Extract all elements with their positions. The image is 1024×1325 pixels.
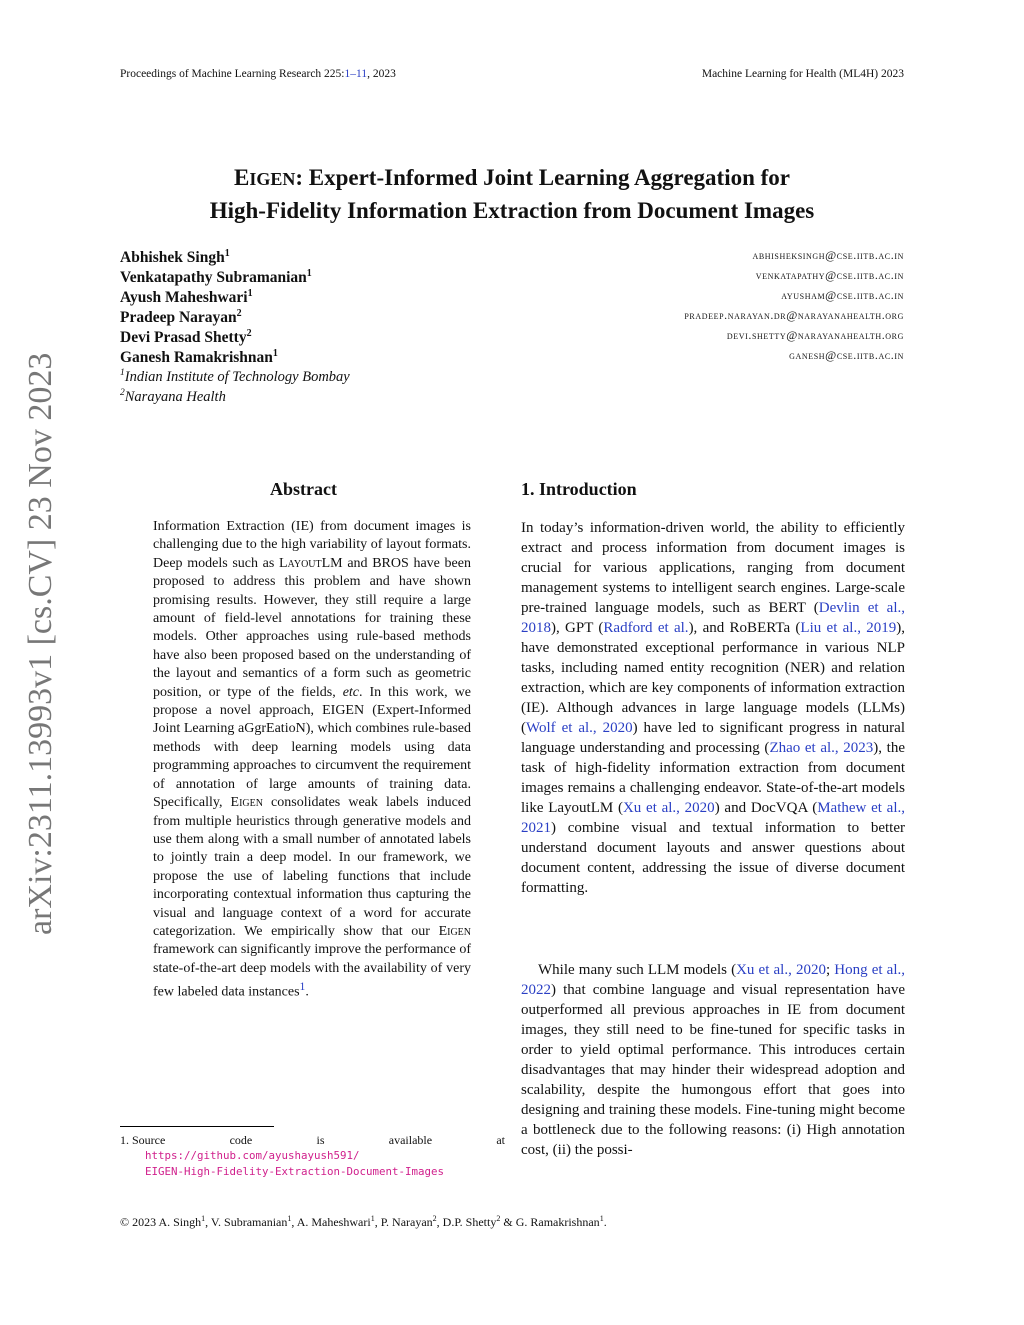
paragraph-text: ), GPT ( — [551, 620, 604, 636]
proceedings-year: , 2023 — [367, 68, 396, 80]
author-row — [120, 268, 904, 288]
title-line-1-rest: : Expert-Informed Joint Learning Aggregation for — [295, 165, 791, 190]
citation-link[interactable]: Wolf et al., 2020 — [526, 720, 633, 736]
footnote-number: 1. — [120, 1133, 129, 1147]
paragraph-text: In today’s information-driven world, the ability to efficiently extract and process information from document images is crucial for various applications, ranging from document management systems to intelligent search engines. Large-scale pre-trained language models, such as BERT ( — [521, 520, 905, 616]
author-affil-mark: 1 — [247, 288, 253, 299]
etc-term: etc — [342, 684, 360, 700]
running-header-right: Machine Learning for Health (ML4H) 2023 — [701, 68, 904, 80]
title-line-1 — [120, 162, 904, 195]
layoutlm-term: LayoutLM — [279, 555, 343, 571]
affiliation-mark: 2 — [120, 388, 125, 398]
author-name: Venkatapathy Subramanian$^1$ — [120, 268, 312, 287]
author-name: Devi Prasad Shetty$^2$ — [120, 328, 252, 347]
citation-link[interactable]: Hong et al., 2022 — [521, 962, 906, 998]
footnote-ref-link[interactable]: 1 — [299, 980, 306, 994]
paragraph-text: ) that combine language and visual representation have outperformed all previous approaches in IE from document images, they still need to be fine-tuned for specific tasks in order to yield optimal performance. This introduces certain disadvantages that may hinder their widespread adoption and scalability, despite the humongous effort that goes into designing and training these models. Fine-tuning might become a bottleneck due to the following reasons: (i) High annotation cost, (ii) the possi- — [521, 982, 905, 1158]
citation-link[interactable]: Radford et al. — [603, 620, 689, 636]
paragraph-text: ; — [825, 962, 835, 978]
arxiv-stamp: arXiv:2311.13993v1 [cs.CV] 23 Nov 2023 — [22, 352, 59, 935]
author-email[interactable]: venkatapathy@cse.iitb.ac.in — [755, 268, 904, 282]
title-eigen-rest: IGEN — [249, 169, 296, 189]
author-affil-mark: 1 — [306, 268, 312, 279]
footnote — [120, 1132, 505, 1180]
eigen-term: Eigen — [438, 923, 471, 939]
proceedings-text: Proceedings of Machine Learning Research 225: — [120, 68, 345, 80]
affiliation-name: Narayana Health — [124, 388, 226, 405]
author-row — [120, 308, 904, 328]
affiliation — [120, 368, 904, 388]
author-affil-mark: 1 — [272, 348, 278, 359]
author-email[interactable]: devi.shetty@narayanahealth.org — [726, 328, 904, 342]
author-email[interactable]: pradeep.narayan.dr@narayanahealth.org — [684, 308, 904, 322]
title-line-2: High-Fidelity Information Extraction from Document Images — [209, 198, 815, 223]
footnote-url-line-1[interactable]: https://github.com/ayushayush591/ — [145, 1149, 360, 1162]
footnote-url-line-2[interactable]: EIGEN-High-Fidelity-Extraction-Document-Images — [145, 1165, 445, 1178]
paragraph-text: ), have demonstrated exceptional performance in various NLP tasks, including named entity recognition (NER) and relation extraction, which are key components of information extraction (IE). Although advances in large language models (LLMs) ( — [521, 620, 906, 736]
author-affil-mark: 2 — [246, 328, 252, 339]
affiliation — [120, 388, 904, 408]
author-row — [120, 348, 904, 368]
author-affil-mark: 1 — [224, 248, 230, 259]
author-row — [120, 288, 904, 308]
author-row — [120, 248, 904, 268]
author-name: Ganesh Ramakrishnan$^1$ — [120, 348, 278, 367]
citation-link[interactable]: Devlin et al., 2018 — [521, 600, 905, 636]
title-eigen-initial: E — [233, 165, 250, 190]
running-header-left — [120, 68, 396, 80]
footnote-rule — [120, 1126, 274, 1127]
copyright-icon: © — [120, 1215, 130, 1229]
affiliation-mark: 1 — [120, 368, 125, 378]
paragraph-text: ), and RoBERTa ( — [688, 620, 801, 636]
paragraph-text: ) and DocVQA ( — [714, 800, 818, 816]
author-email[interactable]: ayusham@cse.iitb.ac.in — [781, 288, 904, 302]
author-name: Pradeep Narayan$^2$ — [120, 308, 242, 327]
paragraph-text: ), the task of high-fidelity information extraction from document images remains a challenging endeavor. State-of-the-art models like LayoutLM ( — [521, 740, 905, 816]
paragraph-text: While many such LLM models ( — [538, 962, 737, 978]
affiliation-name: Indian Institute of Technology Bombay — [124, 368, 350, 385]
eigen-term: Eigen — [230, 795, 263, 811]
paragraph-text: ) have led to significant progress in natural language understanding and processing ( — [521, 720, 905, 756]
citation-link[interactable]: Zhao et al., 2023 — [769, 740, 874, 756]
citation-link[interactable]: Xu et al., 2020 — [736, 962, 826, 978]
author-list — [120, 248, 904, 408]
paper-title — [120, 162, 904, 226]
abstract-heading: Abstract — [270, 479, 337, 499]
citation-link[interactable]: Xu et al., 2020 — [622, 800, 715, 816]
citation-link[interactable]: Mathew et al., 2021 — [521, 800, 906, 836]
paragraph-text: ) combine visual and textual information to better understand document layouts and answer questions about document content, addressing the issue of diverse document formatting. — [521, 820, 905, 896]
section-heading-introduction: 1. Introduction — [521, 479, 637, 499]
abstract-body: Information Extraction (IE) from document images is challenging due to the high variability of layout formats. Deep models such as LayoutLM and BROS have been proposed to address this problem and have shown promising results. However, they still require a large amount of field-level annotations for training these models. Other approaches using rule-based methods have also been proposed based on the understanding of the layout and semantics of a form such as geometric position, or type of the fields, etc. In this work, we propose a novel approach, EIGEN (Expert-Informed Joint Learning aGgrEatioN), which combines rule-based methods with deep learning models using data programming approaches to circumvent the requirement of annotation of large amounts of training data. Specifically, Eigen consolidates weak labels induced from multiple heuristics through generative models and use them along with a small number of annotated labels to jointly train a deep model. In our framework, we propose the use of labeling functions that include incorporating contextual information thus capturing the visual and language context of a word for accurate categorization. We empirically show that our Eigen framework can significantly improve the performance of state-of-the-art deep models with the availability of very few labeled data instances$^1$. — [153, 519, 471, 1000]
footnote-line: 1. Source code is available at — [120, 1133, 505, 1147]
author-email[interactable]: abhisheksingh@cse.iitb.ac.in — [752, 248, 904, 262]
intro-paragraph-1 — [521, 518, 905, 898]
author-name: Ayush Maheshwari$^1$ — [120, 288, 253, 307]
copyright-line: © 2023 A. Singh$^1$, V. Subramanian$^1$, A. Maheshwari$^1$, P. Narayan$^2$, D.P. Shetty$^2$ & G. Ramakrishnan$^1$. — [120, 1214, 607, 1229]
page-range-link[interactable]: 1–11 — [344, 68, 368, 80]
author-affil-mark: 2 — [236, 308, 242, 319]
author-email[interactable]: ganesh@cse.iitb.ac.in — [789, 348, 904, 362]
intro-paragraph-2 — [521, 960, 905, 1160]
author-name: Abhishek Singh$^1$ — [120, 248, 230, 267]
author-row — [120, 328, 904, 348]
citation-link[interactable]: Liu et al., 2019 — [800, 620, 897, 636]
